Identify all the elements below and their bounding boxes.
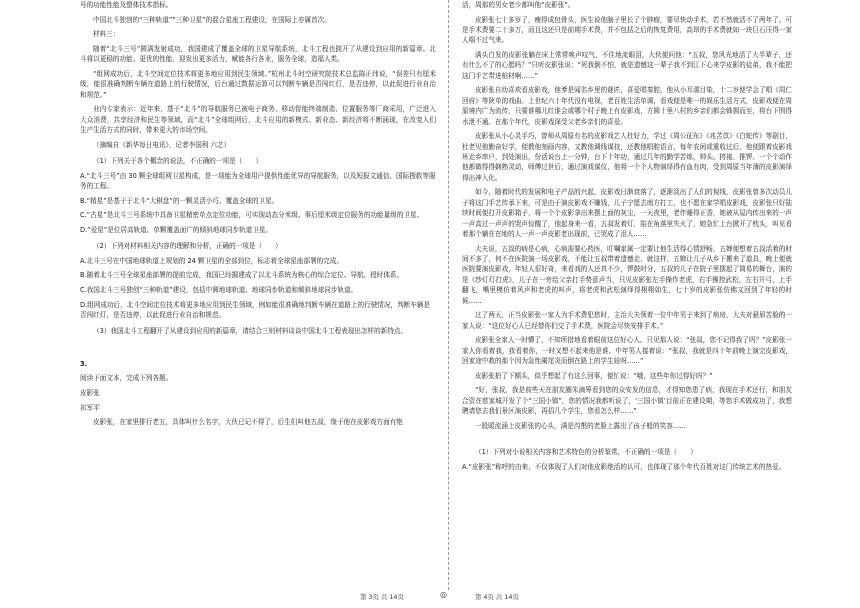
reading-instruction: 阅读下面文本，完成下列各题。 — [80, 374, 173, 383]
question-option: C.我国北斗三号独创“三种轨道”建设，包括中圆地球轨道、地球同步轨道和倾斜地球同步轨道。 — [80, 285, 358, 294]
right-column — [462, 0, 792, 586]
story-title: 皮影张 — [80, 388, 100, 397]
question-stem: （1）下列关于各个概念的说法，不正确的一项是（ ） — [93, 157, 263, 165]
paragraph: 活，周那的男女老少都叫他“皮影张”。 — [462, 1, 575, 9]
paragraph: 一股暖流涌上皮影张的心头，满是沟壑的老脸上露出了孩子般的笑容…… — [475, 421, 686, 430]
source-note: （摘编自《新华每日电讯》，记者李国利 六艺） — [93, 140, 231, 149]
question-option: C.“古星”是北斗三号系统中具备卫星精密单点定位功能，可实现动态分米级、事后厘米级定位服务的功能量级的卫星。 — [80, 211, 424, 220]
paragraph: “好，张叔，我是前些天在朋友圈朱滴筹看到您的众安发的信息，才得知您患了病，我现在手术还行，和朋友合资在慈家城开发了个“三国小镇”，您的情况我都听说了，‘三国小镇’目前正在建设期，等您手术做成功了，我想聘请您去我们景区演皮影，再招几个学生，您看怎么样……” — [462, 386, 792, 416]
paragraph: 皮影张从小心灵手巧，曾师从周原有名的皮影戏艺人杜好力，学过《周公征东》《兆苫苡》《白蛇传》等剧目，杜老见他勤奋好学，便教他刻画内容，又教他调线谋技，还教他唱腔语言，每年农闲或重收过后，他便跟着皮影戏班走乡串户，到处演出，份活说台上一分钟，台下十年功，通过几年的勤学苦练，帅头、挎袍、推锣、一个个动作他都做得得娴熟灵动，师傅过世后，通过演戏谋仪，他将一个个人物演绎得有血有肉，受到周原当年薄的皮影演绎得出神入化。 — [462, 132, 792, 182]
question-option: B.随着北斗三号全球星座部署的提前完成，我国已经掘建成了以北斗系统为核心的综合定位、导航、授时体系。 — [80, 271, 404, 280]
paragraph: 如今，随着时代的发展和电子产品的兴起，皮影戏日渐衰落了，逐渐淡出了人们的视线，皮影张曾多次动员儿子将这门手艺传承下来，可是由于演皮影戏不赚钱，儿子宁愿去南方打工，也不愿在家学唱皮影戏，皮影张只好陆续时间便打开皮影箱子，将一个个皮影拿出来摆上面的灰尘，一天夜里，老伴睡得正香，她被从屋内传出来的一声一声高过一声声的哭声惊醒了，他起身来一看，五叔发着灯，陷在角落里失火了，她急忙上台掀开了枕头，叫见看着那个躺在在地的人一声一声皮影老出现前，已哭成了泪人…… — [462, 188, 792, 239]
story-author: 祁军平 — [80, 403, 100, 412]
question-stem: （3）我国北斗工程翻开了从建设到应用的新篇章，请结合三则材料谈谈中国北斗工程表现出怎样的新特点。 — [93, 327, 408, 336]
paragraph: 皮影张自幼喜欢看皮影戏，他爹是闻名乡里的谜匠，喜爱唱秦腔，他从小耳濡目染，十二岁便学会了唱《周仁回府》等陕单的戏曲。上世纪六十年代没有电视，老百姓生活单调，看戏便是唯一的娱乐生活方式，皮影戏便在周原境内广为流传，只要谁哪儿红谁会或哪个村子晚上有皮影戏，方圆十里八村的乡亲们都会蜂拥而至，将台下围得水泄不通。在那个年代，皮影戏深受父老乡亲们的喜爱。 — [462, 86, 792, 126]
paragraph: 随着“北斗三号”圆满发射成功，我国建成了覆盖全球的卫星导航系统，北斗工程也拥开了从建设到应用的新篇章。北斗将以更稳的功能、更优的性能，迎发出更多活力，赋能各行各业，服务全球，造福人类。 — [80, 44, 436, 64]
question-option: A.“北斗三号”由 30 颗全球组网卫星构成，是一项能为全球用户提供性能优异的导航服务，以及短报文通信、国际搜救等服务的工程。 — [80, 171, 436, 190]
question-option: D.“爱星”是位居高轨道、单颗覆盖面广的倾斜地球同步轨道卫星。 — [80, 225, 273, 234]
paragraph: 皮影张全家人一时懵了，不知所措地看着眼前这位好心人。只见那人说：“张叔，您不记得我了吗？”皮影张一家人你看着我，我看着你，一时又想不起来他是谁。中年男人接着说：“张叔，我就是四十年前晚上演完皮影戏，回家途中救的那个因为急性阑尾炎而倒在路上的学生娃呀……” — [462, 336, 792, 366]
binding-hole-icon: ◎ — [440, 590, 447, 599]
paragraph: 过了两天，正当皮影张一家人为手术费犯愁时，主治大夫领着一位中年男子来到了病房，大夫对悬眉苦脸的一家人说：“这位好心人已经替你们交了手术费，医院会尽快安排手术。” — [462, 311, 792, 330]
question-stem: （1）下列对小说相关内容和艺术特色的分析鉴赏，不正确的一项是（ ） — [475, 448, 697, 457]
paragraph: 皮影张拍了下额头，似乎想起了有这么回事，便忙说：“哦，这些年你过得好吗？” — [475, 371, 713, 380]
paragraph: 满头白发的皮影张躺在床上常常唉声叹气，不住地流眼泪，大伙便问他：“五叔，您风光地活了大半辈子，还有什么不了的心愿吗？”只听皮影张说：“死我倒不怕，就是遗憾这一辈子我不到江下心来学皮影的徒弟，我不能把这门手艺带进棺材啊……” — [462, 51, 792, 80]
page-number-left: 第 3页 共 14页 — [360, 593, 404, 601]
page-footer — [0, 590, 860, 604]
question-option: A.北斗三号在中国地球轨道上规划的 24 颗卫星的全部到位，标志着全球星座部署的完成。 — [80, 256, 344, 265]
paragraph: 皮影张，在家里排行老五，具体叫什么名字，大伙已记不得了，后生们叫他五叔，缘于他在皮影戏方面有绝 — [93, 418, 403, 427]
paragraph: 大夫说，五叔的病是心病，心病需要心药医，叮嘱家属一定要让他生活得心情舒畅，五婶便想着五叔活着的时间不多了，何不在医院演一场皮影戏，不能让五叔带着遗憾走，就这样，五婶让儿子从乡下搬来了道具，晚上便就医院要演皮影戏，年轻人很好奇，来看戏的人还真不少，锣鼓时分，五叔的儿子在院子里摆起了简易的舞台，演的是《纱灯灯打虎》，儿子在一旁给父亲打手势意声当，只见皮影张左手操作老虎，右手操控武松，左右开弓，上手翻飞，嘴里模仿着风声和老虎的叫声，将老虎和武松演绎得栩栩如生，七十岁的皮影张仿佛又回到了年轻的时候…… — [462, 244, 792, 305]
question-stem: （2）下列对材料相关内容的理解和分析，正确的一项是（ ） — [93, 242, 282, 251]
question-option: A.“皮影张”称呼的由来，不仅体现了人们对他皮影绝活的认可，也体现了那个年代百姓对这门传统艺术的热爱。 — [462, 462, 786, 471]
paragraph: 业内专家表示：近年来，基于“北斗”的导航服务已被电子商务、移动智能终端制造、位置服务等厂商采用，广泛进入大众消费，共享经济和民生等领域，而“北斗”全球组网后，北斗应用的新模式、新业态、新经济将不断涌现，在改变人们生产生活方式的同时，带来更大的市场空间。 — [80, 105, 436, 134]
paragraph: 号的功能性能及整体技术指标。 — [80, 1, 173, 9]
paragraph: “组网成功后，北斗空间定位技术将更多地应用到民生领域。”杭州北斗时空研究院技术总监陈正纬说，“误差只有厘米级，能很准确判断车辆在道路上的行驶情况，后台通过数据运算可以判断车辆是否闯红灯，是否违停，以此促进行业自治和规范。” — [80, 69, 436, 99]
question-option: D.组网成功后，北斗空间定位技术将更多地应用到民生领域，例如能很准确地判断车辆在道路上的行驶情况，判断车辆是否闯红灯，是否违停，以此促进行业自治和规范。 — [80, 300, 431, 319]
paragraph: 皮影张七十多岁了，瘦得成包骨头，医生说他脑子里长了个肿瘤，要尽快动手术，若不然就活不了两年了。可是手术费要二十多万，而且这还只是前期手术费，并不包括之后的恢复费用，高昂的手术费就如一块巨石压得一家人喘不过气来。 — [462, 15, 792, 45]
column-divider — [448, 0, 449, 590]
left-column — [80, 0, 436, 586]
paragraph: 中国北斗独创的“三种轨道”“三种卫星”的混合星座工程建设，在国际上亦属首次。 — [93, 15, 331, 24]
page-number-right: 第 4页 共 14页 — [475, 593, 519, 601]
section-number: 3. — [80, 359, 88, 368]
material-label: 材料三： — [93, 30, 120, 39]
question-option: B.“精星”是基于于北斗“大棋盘”的一颗灵活小巧、覆盖全球的卫星。 — [80, 196, 279, 205]
